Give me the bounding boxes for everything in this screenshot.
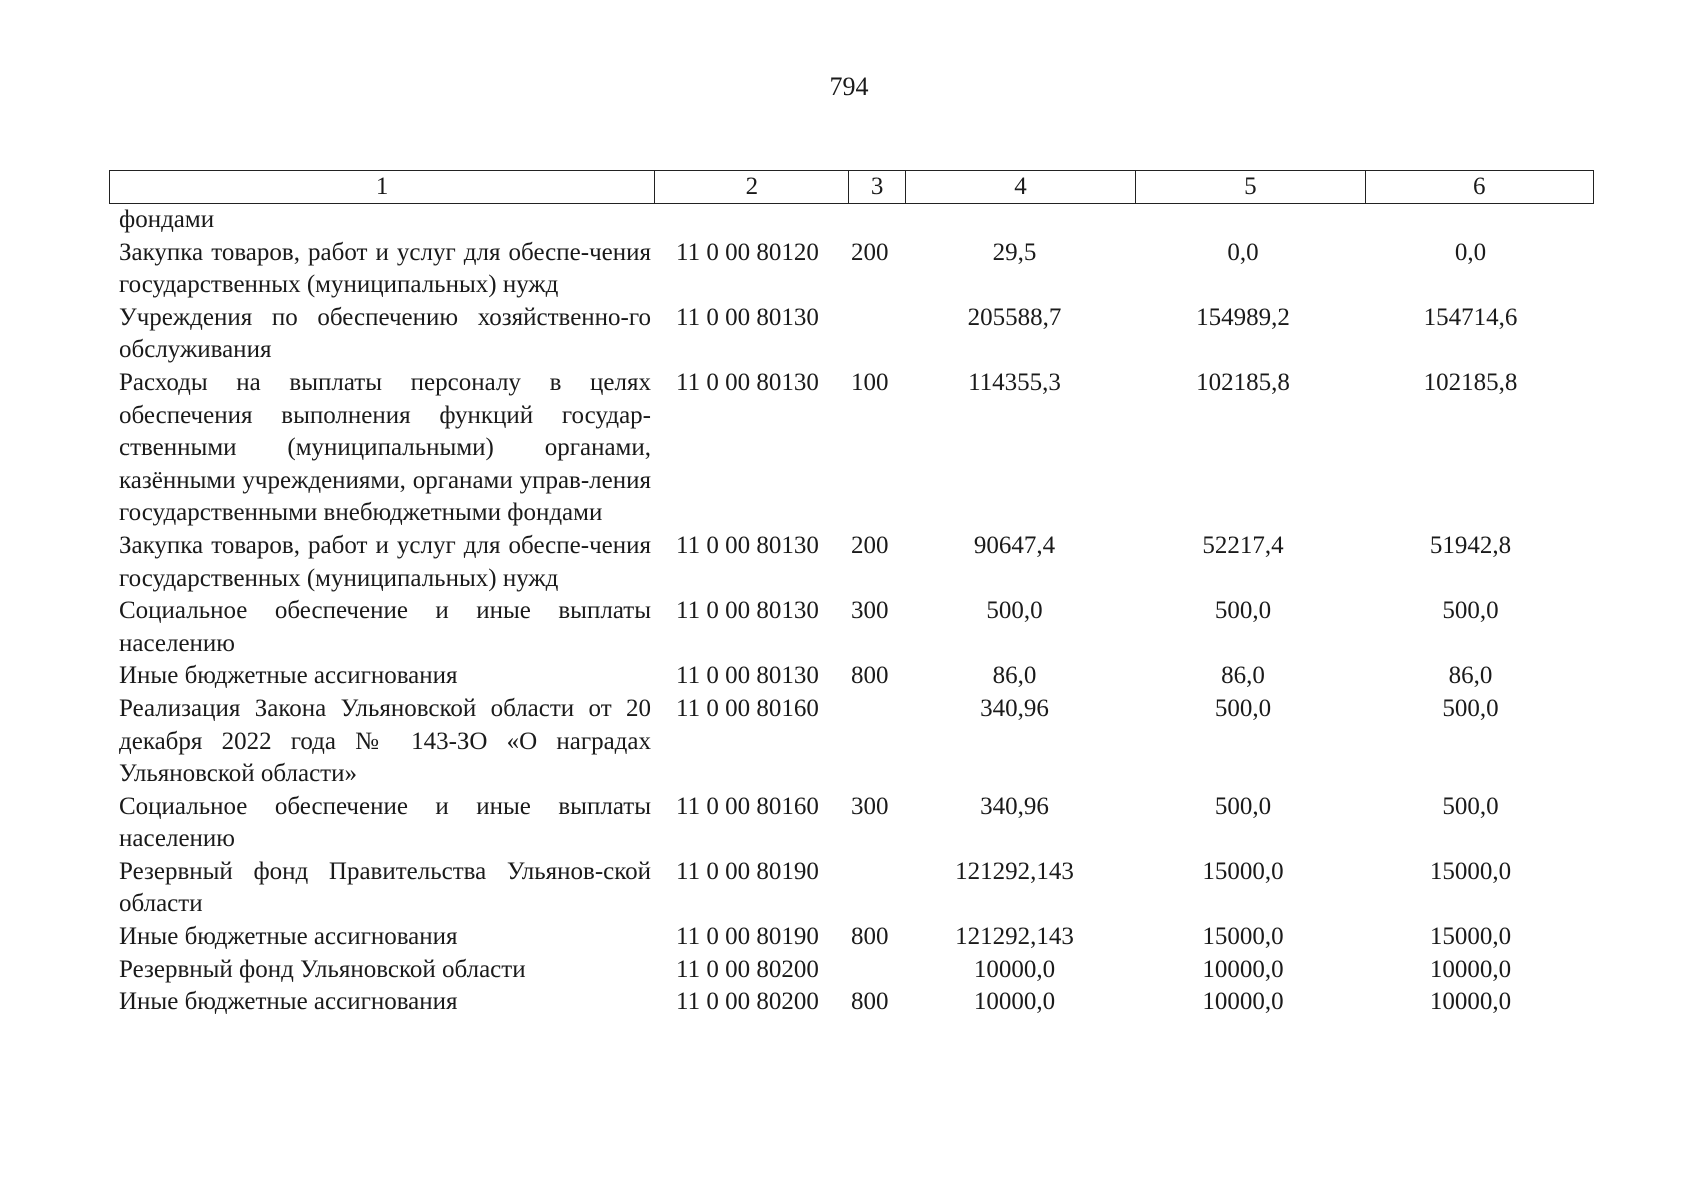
row-value-col4: 121292,143 [955, 923, 1074, 951]
row-value-col4: 500,0 [986, 597, 1043, 625]
row-value-col5: 15000,0 [1202, 923, 1284, 951]
row-name: Расходы на выплаты персоналу в целях обеспечения выполнения функций государ-ственными (муниципальными) органами, казёнными учреждениями, органами управ-ления государственными внебюджетными фондами [119, 368, 651, 527]
row-value-col4: 121292,143 [955, 857, 1074, 885]
row-code: 11 0 00 80190 [676, 857, 819, 885]
row-value-col6: 154714,6 [1423, 303, 1518, 331]
row-value-col6: 51942,8 [1429, 531, 1512, 559]
column-header-4: 4 [905, 171, 1135, 204]
row-name: Реализация Закона Ульяновской области от 20 декабря 2022 года № 143-ЗО «О наградах Ульяновской области» [119, 694, 651, 788]
row-value-col6: 15000,0 [1429, 857, 1512, 885]
row-value-col5: 10000,0 [1202, 955, 1284, 983]
column-header-1: 1 [110, 171, 655, 204]
row-name: Социальное обеспечение и иные выплаты населению [119, 792, 651, 853]
row-code: 11 0 00 80130 [676, 597, 819, 625]
row-value-col5: 500,0 [1214, 792, 1272, 820]
row-name: Закупка товаров, работ и услуг для обеспе-чения государственных (муниципальных) нужд [119, 531, 651, 592]
row-type: 800 [851, 988, 889, 1016]
row-value-col6: 500,0 [1442, 597, 1499, 625]
row-code: 11 0 00 80200 [676, 988, 819, 1016]
row-value-col6: 15000,0 [1429, 923, 1512, 951]
row-value-col6: 500,0 [1442, 694, 1499, 722]
column-header-table [109, 170, 1594, 204]
row-value-col5: 154989,2 [1196, 303, 1290, 331]
table-row [109, 954, 1594, 987]
table-row [109, 693, 1594, 791]
table-row [109, 986, 1594, 1019]
row-value-col4: 340,96 [980, 792, 1049, 820]
row-type: 300 [851, 597, 889, 625]
row-value-col4: 10000,0 [973, 955, 1056, 983]
row-code: 11 0 00 80160 [676, 694, 819, 722]
row-type: 800 [851, 923, 889, 951]
row-value-col5: 102185,8 [1196, 368, 1290, 396]
row-code: 11 0 00 80130 [676, 368, 819, 396]
row-name: фондами [119, 206, 215, 233]
row-value-col6: 0,0 [1454, 238, 1487, 266]
row-code: 11 0 00 80130 [676, 303, 819, 331]
row-value-col4: 340,96 [980, 694, 1049, 722]
row-value-col5: 0,0 [1227, 238, 1259, 266]
row-code: 11 0 00 80160 [676, 792, 819, 820]
table-row [109, 367, 1594, 530]
table-row [109, 530, 1594, 595]
table-row [109, 237, 1594, 302]
row-code: 11 0 00 80130 [676, 662, 819, 690]
row-type: 800 [851, 662, 889, 690]
table-row [109, 791, 1594, 856]
row-type: 200 [851, 238, 889, 266]
table-row [109, 660, 1594, 693]
row-code: 11 0 00 80200 [676, 955, 819, 983]
row-value-col5: 15000,0 [1202, 857, 1284, 885]
row-type: 200 [851, 531, 889, 559]
row-value-col6: 102185,8 [1423, 368, 1518, 396]
row-name: Учреждения по обеспечению хозяйственно-го обслуживания [119, 303, 651, 364]
row-value-col4: 205588,7 [967, 303, 1062, 331]
row-name: Социальное обеспечение и иные выплаты населению [119, 597, 651, 657]
column-header-5: 5 [1136, 171, 1365, 204]
column-header-row [110, 171, 1594, 204]
table-row [109, 302, 1594, 367]
page-number: 794 [829, 72, 869, 101]
table-row [109, 204, 1594, 237]
row-value-col4: 10000,0 [973, 988, 1056, 1016]
row-value-col6: 86,0 [1448, 662, 1493, 690]
row-name: Иные бюджетные ассигнования [119, 988, 458, 1016]
row-value-col6: 10000,0 [1429, 955, 1512, 983]
row-name: Резервный фонд Правительства Ульянов-ской области [119, 857, 651, 918]
table-row [109, 921, 1594, 954]
row-value-col5: 500,0 [1214, 597, 1272, 625]
row-value-col5: 52217,4 [1202, 531, 1284, 559]
row-value-col5: 86,0 [1221, 662, 1265, 690]
column-header-3: 3 [849, 171, 905, 204]
row-type: 300 [851, 792, 889, 820]
row-name: Иные бюджетные ассигнования [119, 662, 458, 690]
row-value-col6: 500,0 [1442, 792, 1499, 820]
row-value-col4: 90647,4 [973, 531, 1056, 559]
row-code: 11 0 00 80120 [676, 238, 819, 266]
row-value-col6: 10000,0 [1429, 988, 1512, 1016]
row-name: Иные бюджетные ассигнования [119, 923, 458, 951]
row-code: 11 0 00 80130 [676, 531, 819, 559]
budget-table-body [109, 204, 1594, 1019]
row-value-col4: 29,5 [992, 238, 1037, 266]
table-row [109, 595, 1594, 660]
row-value-col5: 500,0 [1214, 694, 1272, 722]
row-name: Закупка товаров, работ и услуг для обеспе-чения государственных (муниципальных) нужд [119, 238, 651, 299]
column-header-6: 6 [1365, 171, 1593, 204]
row-value-col4: 86,0 [992, 662, 1037, 690]
row-type: 100 [851, 368, 889, 396]
table-row [109, 856, 1594, 921]
row-code: 11 0 00 80190 [676, 923, 819, 951]
row-value-col4: 114355,3 [968, 368, 1061, 396]
column-header-2: 2 [655, 171, 849, 204]
row-value-col5: 10000,0 [1202, 988, 1284, 1016]
row-name: Резервный фонд Ульяновской области [119, 955, 526, 983]
